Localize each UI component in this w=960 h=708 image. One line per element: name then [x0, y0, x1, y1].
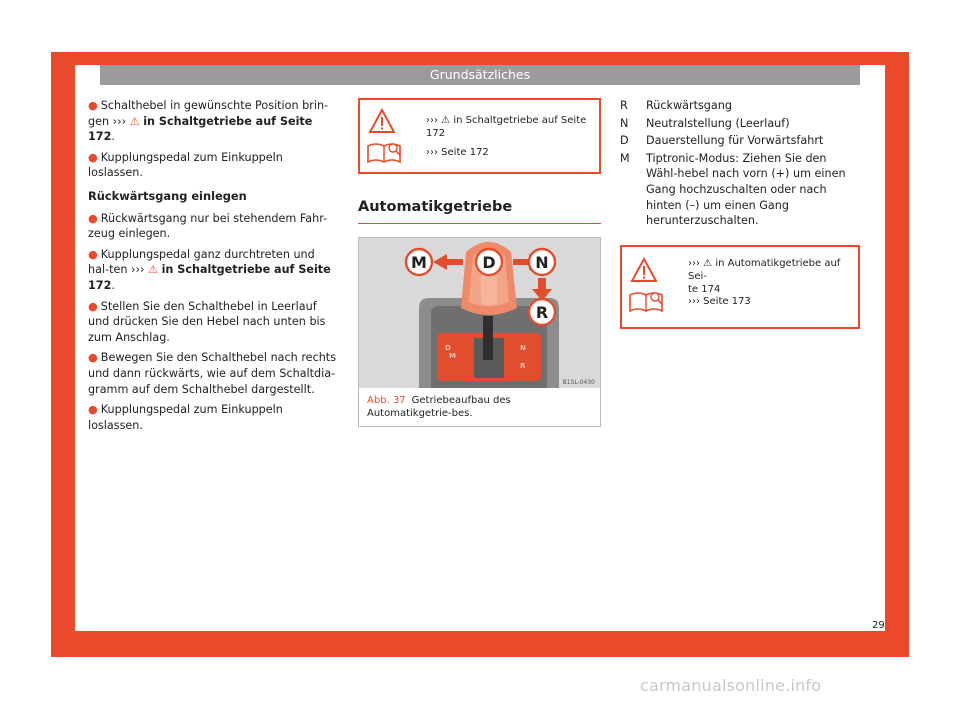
- definition-text: Dauerstellung für Vorwärtsfahrt: [646, 134, 824, 148]
- bullet-dot: ●: [88, 150, 98, 164]
- bullet-dot: ●: [88, 403, 98, 417]
- figure-label-m: M: [411, 252, 427, 272]
- bullet-dot: ●: [88, 99, 98, 112]
- gear-selector-illustration: [359, 238, 600, 388]
- definition-row: [620, 133, 860, 149]
- bullet-item: ● Stellen Sie den Schalthebel in Leerlauf und drücken Sie den Hebel nach unten bis zum Anschlag.: [88, 299, 326, 344]
- warning-icon: ⚠: [148, 263, 159, 277]
- gate-label-m: M: [449, 351, 456, 360]
- figure-label-d: D: [482, 252, 496, 272]
- definition-text: Rückwärtsgang: [646, 99, 732, 112]
- warning-triangle-icon: [630, 257, 658, 283]
- figure-code: B1SL-0430: [562, 378, 595, 386]
- gate-label-r: R: [520, 361, 526, 370]
- gate-label-n: N: [520, 343, 526, 352]
- bullet-dot: ●: [88, 299, 98, 313]
- right-column: [620, 98, 860, 329]
- definition-text: Tiptronic-Modus: Ziehen Sie den Wähl-hebel nach vorn (+) um einen Gang hochzuschalten oder nach hinten (–) um einen Gang herunterzuschalten.: [646, 151, 846, 228]
- definition-key: R: [620, 99, 628, 112]
- figure: [358, 237, 601, 427]
- warning-reference-link[interactable]: ››› ⚠ in Automatikgetriebe auf Sei- te 174: [688, 257, 841, 295]
- page-reference-link[interactable]: ››› Seite 172: [426, 147, 489, 158]
- bullet-item: ● Kupplungspedal zum Einkuppeln loslassen.: [88, 403, 283, 432]
- chapter-header: Grundsätzliches: [100, 65, 860, 85]
- cross-reference-link[interactable]: in Schaltgetriebe auf Seite 172: [88, 114, 313, 144]
- figure-number: Abb. 37: [367, 394, 406, 406]
- gate-label-d: D: [445, 343, 451, 352]
- bullet-item: ● Kupplungspedal ganz durchtreten und hal-ten ››› ⚠ in Schaltgetriebe auf Seite 172.: [88, 247, 331, 292]
- left-column: [88, 98, 338, 438]
- manual-book-icon: [366, 140, 402, 164]
- page-reference-link[interactable]: ››› Seite 173: [688, 295, 751, 307]
- definition-key: N: [620, 116, 629, 130]
- bullet-dot: ●: [88, 351, 98, 365]
- middle-column: [358, 98, 601, 427]
- manual-book-icon: [628, 289, 664, 313]
- warning-icon: ⚠: [129, 114, 140, 128]
- bullet-item: ● Schalthebel in gewünschte Position brin-gen ››› ⚠ in Schaltgetriebe auf Seite 172.: [88, 99, 329, 144]
- definition-text: Neutralstellung (Leerlauf): [646, 116, 790, 130]
- section-title: Automatikgetriebe: [358, 200, 601, 224]
- reference-box: [620, 245, 860, 329]
- cross-reference-link[interactable]: in Schaltgetriebe auf Seite 172: [88, 263, 331, 292]
- figure-label-n: N: [535, 252, 549, 272]
- definition-row: [620, 98, 860, 114]
- figure-caption: Abb. 37 Getriebeaufbau des Automatikgetrie-bes.: [367, 394, 511, 419]
- bullet-item: ● Bewegen Sie den Schalthebel nach rechts und dann rückwärts, wie auf dem Schaltdia-gramm auf dem Schalthebel dargestellt.: [88, 351, 337, 396]
- warning-triangle-icon: [368, 108, 396, 134]
- bullet-item: ● Rückwärtsgang nur bei stehendem Fahr-zeug einlegen.: [88, 211, 328, 241]
- definition-row: [620, 116, 860, 132]
- automatic-gear-lever-image: [359, 238, 600, 388]
- watermark: carmanualsonline.info: [640, 676, 822, 695]
- figure-label-r: R: [535, 302, 549, 322]
- definition-key: M: [620, 151, 630, 165]
- definition-row: [620, 151, 860, 229]
- page-number: 29: [872, 620, 885, 631]
- reference-box: [358, 98, 601, 174]
- bullet-item: ● Kupplungspedal zum Einkuppeln loslassen.: [88, 150, 283, 180]
- definition-key: D: [620, 134, 629, 148]
- warning-reference-link[interactable]: ››› ⚠ in Schaltgetriebe auf Seite 172: [426, 115, 587, 139]
- subheading: Rückwärtsgang einlegen: [88, 188, 247, 203]
- bullet-dot: ●: [88, 247, 98, 261]
- bullet-dot: ●: [88, 211, 98, 225]
